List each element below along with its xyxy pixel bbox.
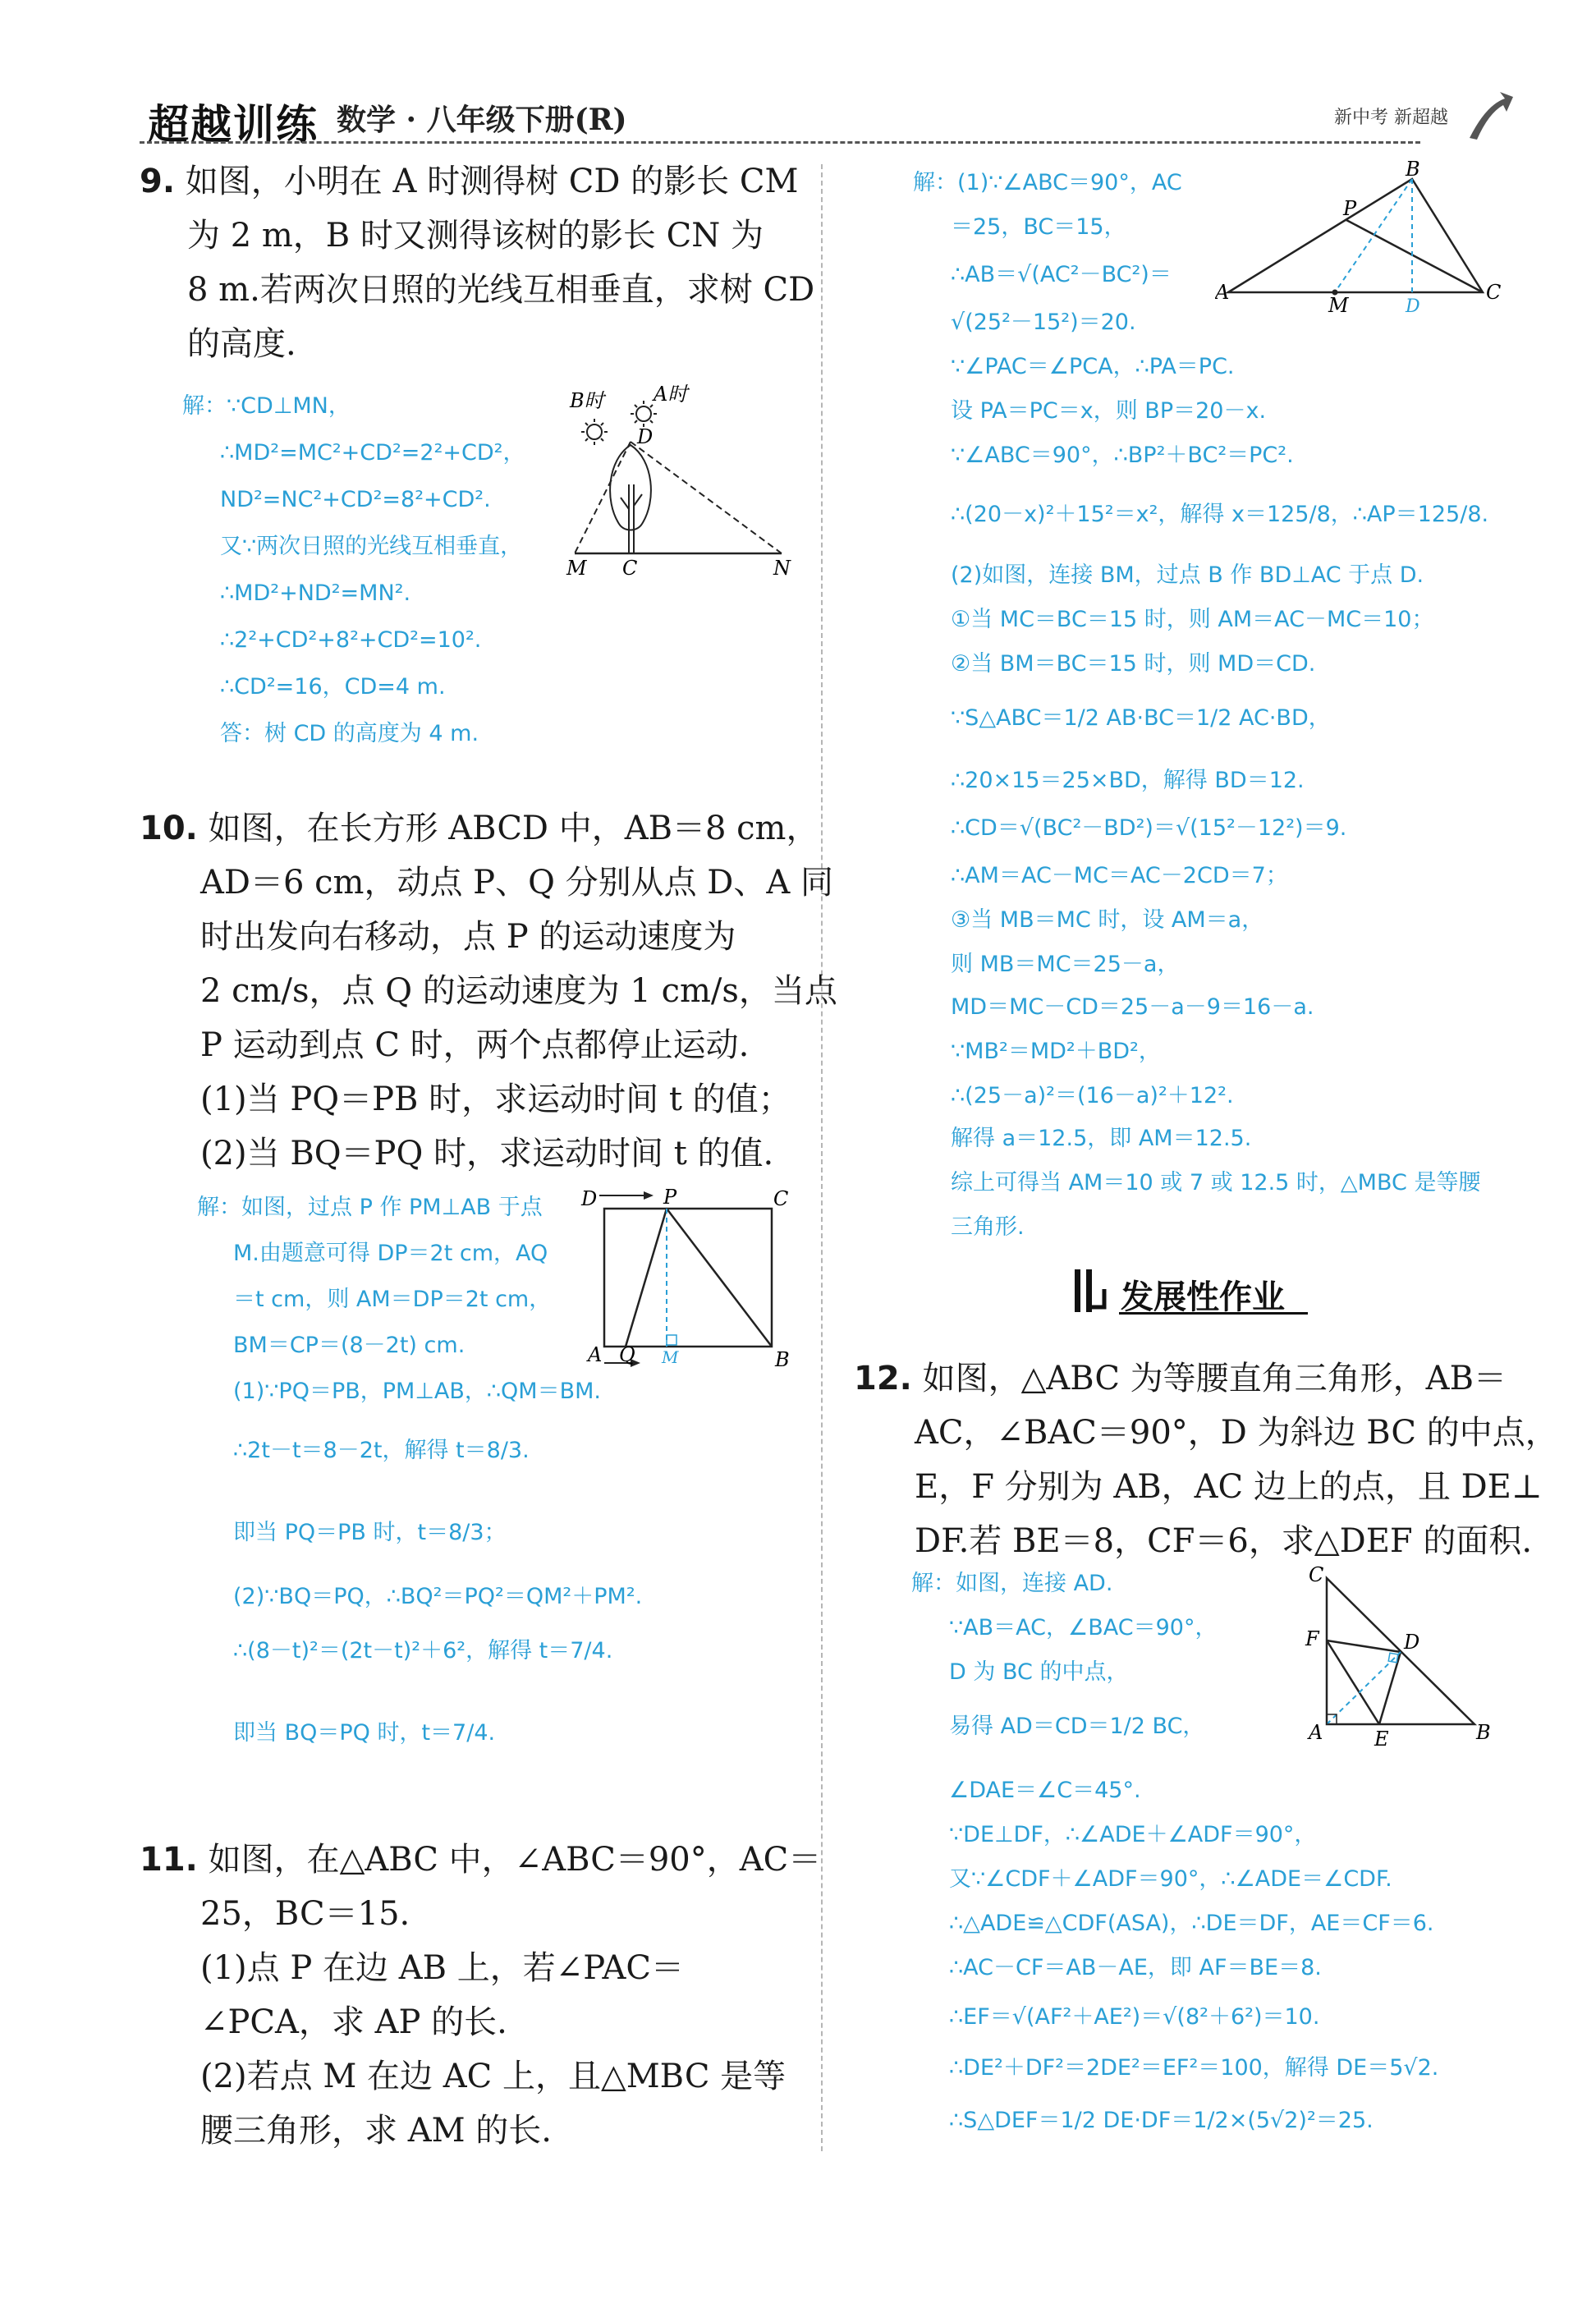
problem-12 <box>854 1351 1576 1568</box>
solution-line: ∴AM＝AC－MC＝AC－2CD＝7； <box>951 863 1288 888</box>
solution-line: ∵DE⊥DF，∴∠ADE＋∠ADF＝90°， <box>949 1822 1317 1847</box>
solution-line: ∴(8－t)²＝(2t－t)²＋6²，解得 t＝7/4. <box>233 1638 613 1663</box>
problem-line: (2)若点 M 在边 AC 上，且△MBC 是等 <box>200 2058 787 2095</box>
label-d: D <box>637 425 654 448</box>
problem-line: 8 m.若两次日照的光线互相垂直，求树 CD <box>187 271 815 309</box>
solution-line: MD＝MC－CD＝25－a－9＝16－a. <box>951 994 1314 1020</box>
label-c: C <box>1309 1563 1324 1586</box>
label-m: M <box>662 1347 679 1367</box>
problem-line: (1)当 PQ＝PB 时，求运动时间 t 的值； <box>200 1081 791 1118</box>
solution-line: ③当 MB＝MC 时，设 AM＝a， <box>951 907 1264 933</box>
solution-line: ∠DAE＝∠C＝45°. <box>949 1778 1141 1803</box>
light-ray-dm <box>575 442 631 553</box>
solution-line: ∵∠ABC＝90°，∴BP²＋BC²＝PC². <box>951 443 1294 468</box>
arrow-head-icon <box>644 1191 654 1200</box>
solution-line: ∴AB＝√(AC²－BC²)＝ <box>951 262 1172 287</box>
label-c: C <box>622 557 638 580</box>
series-label: 新中考 新超越 <box>1334 108 1448 128</box>
solution-line: ②当 BM＝BC＝15 时，则 MD＝CD. <box>951 651 1316 677</box>
problem-line: 时出发向右移动，点 P 的运动速度为 <box>200 918 736 956</box>
problem-line: (1)点 P 在边 AB 上，若∠PAC＝ <box>200 1949 684 1987</box>
label-c: C <box>1486 281 1502 304</box>
solution-line: ∴DE²＋DF²＝2DE²＝EF²＝100，解得 DE＝5√2. <box>949 2055 1439 2081</box>
problem-number: 10. <box>140 810 198 847</box>
problem-line: P 运动到点 C 时，两个点都停止运动. <box>200 1026 750 1064</box>
label-m: M <box>1328 294 1349 317</box>
solution-line: (2)∵BQ＝PQ，∴BQ²＝PQ²＝QM²＋PM². <box>233 1584 643 1609</box>
solution-line: ∴CD²=16，CD=4 m. <box>220 674 446 700</box>
solution-line: 解：如图，过点 P 作 PM⊥AB 于点 <box>197 1195 543 1220</box>
problem-line: AC，∠BAC＝90°，D 为斜边 BC 的中点， <box>915 1414 1558 1452</box>
solution-line: ∴S△DEF＝1/2 DE·DF＝1/2×(5√2)²＝25. <box>949 2108 1374 2133</box>
label-p: P <box>663 1187 677 1209</box>
solution-line: BM＝CP＝(8－2t) cm. <box>233 1333 466 1358</box>
solution-line: 又∵两次日照的光线互相垂直， <box>220 534 523 559</box>
problem-line: 为 2 m，B 时又测得该树的影长 CN 为 <box>187 217 764 255</box>
solution-line: ∴△ADE≌△CDF(ASA)，∴DE＝DF，AE＝CF＝6. <box>949 1911 1434 1936</box>
solution-line: 设 PA＝PC＝x，则 BP＝20－x. <box>951 398 1267 424</box>
solution-line: 即当 PQ＝PB 时，t＝8/3； <box>233 1520 507 1545</box>
solution-line: ＝25，BC＝15， <box>951 214 1126 240</box>
problem-line: 如图，△ABC 为等腰直角三角形，AB＝ <box>922 1360 1507 1397</box>
solution-line: ∵MB²＝MD²＋BD²， <box>951 1039 1161 1064</box>
label-d: D <box>1406 296 1420 317</box>
solution-line: 三角形. <box>951 1214 1025 1240</box>
sun-icon <box>581 419 608 445</box>
solution-line: (1)∵PQ＝PB，PM⊥AB，∴QM＝BM. <box>233 1379 601 1404</box>
label-b: B <box>775 1348 790 1371</box>
header-divider <box>140 141 1420 144</box>
label-q: Q <box>619 1343 635 1366</box>
solution-line: ∵S△ABC＝1/2 AB·BC＝1/2 AC·BD， <box>951 705 1331 731</box>
problem-9 <box>140 154 815 371</box>
solution-line: 解：(1)∵∠ABC＝90°，AC <box>913 170 1182 195</box>
section-bracket-icon <box>1071 1266 1119 1315</box>
solution-line: √(25²－15²)＝20. <box>951 310 1136 335</box>
problem-number: 9. <box>140 163 176 200</box>
problem-10 <box>140 801 837 1181</box>
rectangle-abcd <box>604 1209 772 1347</box>
label-n: N <box>773 557 791 580</box>
segment-de <box>1379 1652 1401 1724</box>
solution-line: 则 MB＝MC＝25－a， <box>951 952 1180 977</box>
label-b: B <box>1476 1721 1491 1744</box>
solution-line: ND²=NC²+CD²=8²+CD². <box>220 487 491 512</box>
solution-9 <box>182 383 525 757</box>
label-b: B <box>1406 161 1420 181</box>
right-angle-mark <box>667 1335 676 1345</box>
solution-line: 易得 AD＝CD＝1/2 BC， <box>949 1714 1205 1739</box>
label-b-time: B时 <box>570 389 604 412</box>
solution-line: ∴MD²+ND²=MN². <box>220 580 411 606</box>
section-underline <box>1119 1312 1308 1315</box>
triangle-abc <box>1228 179 1483 292</box>
section-title: 发展性作业 <box>1121 1278 1285 1316</box>
figure-12-triangle <box>1297 1563 1502 1752</box>
right-angle-mark <box>1388 1653 1398 1663</box>
solution-line: 又∵∠CDF＋∠ADF＝90°，∴∠ADE＝∠CDF. <box>949 1866 1392 1892</box>
problem-line: AD＝6 cm，动点 P、Q 分别从点 D、A 同 <box>200 864 833 902</box>
label-a: A <box>588 1343 603 1366</box>
solution-line: ∴2t－t＝8－2t，解得 t＝8/3. <box>233 1438 530 1463</box>
solution-line: ∴CD＝√(BC²－BD²)＝√(15²－12²)＝9. <box>951 815 1347 841</box>
solution-line: ∴AC－CF＝AB－AE，即 AF＝BE＝8. <box>949 1955 1322 1980</box>
problem-line: ∠PCA，求 AP 的长. <box>200 2003 507 2041</box>
solution-line: ∴(25－a)²＝(16－a)²＋12². <box>951 1083 1234 1108</box>
problem-11 <box>140 1833 822 2158</box>
label-d: D <box>1404 1631 1420 1654</box>
problem-line: 如图，小明在 A 时测得树 CD 的影长 CM <box>185 163 799 200</box>
arrow-logo-icon <box>1465 89 1515 146</box>
label-c: C <box>773 1187 789 1210</box>
problem-line: 25，BC＝15. <box>200 1895 410 1933</box>
problem-line: 的高度. <box>187 325 296 363</box>
solution-line: ∵∠PAC＝∠PCA，∴PA＝PC. <box>951 354 1235 379</box>
problem-line: DF.若 BE＝8，CF＝6，求△DEF 的面积. <box>915 1522 1533 1560</box>
solution-line: 解：∵CD⊥MN， <box>182 393 351 419</box>
solution-line: 即当 BQ＝PQ 时，t＝7/4. <box>233 1720 496 1746</box>
segment-pc <box>1346 220 1483 292</box>
label-m: M <box>566 557 587 580</box>
problem-line: E，F 分别为 AB，AC 边上的点，且 DE⊥ <box>915 1468 1543 1506</box>
segment-fe <box>1327 1641 1379 1724</box>
problem-number: 11. <box>140 1841 198 1879</box>
solution-line: M.由题意可得 DP＝2t cm，AQ <box>233 1241 548 1266</box>
book-brand-title: 超越训练 <box>148 101 319 149</box>
solution-line: (2)如图，连接 BM，过点 B 作 BD⊥AC 于点 D. <box>951 562 1424 588</box>
label-d: D <box>581 1187 598 1210</box>
segment-pb <box>667 1209 772 1347</box>
problem-line: 腰三角形，求 AM 的长. <box>200 2112 552 2150</box>
solution-line: 答：树 CD 的高度为 4 m. <box>220 721 479 746</box>
solution-line: ＝t cm，则 AM＝DP＝2t cm， <box>233 1287 552 1312</box>
segment-pq <box>626 1209 667 1347</box>
label-a: A <box>1309 1721 1323 1744</box>
segment-fd <box>1327 1641 1401 1652</box>
label-a-time: A时 <box>654 383 688 406</box>
solution-line: ∴MD²=MC²+CD²=2²+CD²， <box>220 440 525 466</box>
figure-10-rectangle <box>575 1187 805 1384</box>
solution-line: ∴20×15＝25×BD，解得 BD＝12. <box>951 768 1305 793</box>
problem-line: 如图，在长方形 ABCD 中，AB＝8 cm， <box>208 810 819 847</box>
label-e: E <box>1374 1728 1389 1751</box>
light-ray-dn <box>631 442 782 553</box>
problem-line: 如图，在△ABC 中，∠ABC＝90°，AC＝ <box>208 1841 822 1879</box>
solution-line: ∵AB＝AC，∠BAC＝90°， <box>949 1615 1218 1641</box>
segment-bm <box>1335 179 1412 292</box>
solution-line: ①当 MC＝BC＝15 时，则 AM＝AC－MC＝10； <box>951 607 1434 632</box>
problem-line: (2)当 BQ＝PQ 时，求运动时间 t 的值. <box>200 1135 774 1172</box>
problem-number: 12. <box>854 1360 912 1397</box>
label-p: P <box>1343 197 1357 220</box>
solution-line: ∴EF＝√(AF²＋AE²)＝√(8²＋6²)＝10. <box>949 2004 1320 2030</box>
solution-line: 综上可得当 AM＝10 或 7 或 12.5 时，△MBC 是等腰 <box>951 1170 1481 1195</box>
solution-line: D 为 BC 的中点， <box>949 1659 1129 1685</box>
solution-line: 解：如图，连接 AD. <box>911 1571 1113 1596</box>
label-f: F <box>1305 1627 1319 1650</box>
solution-line: ∴(20－x)²＋15²＝x²，解得 x＝125/8，∴AP＝125/8. <box>951 502 1489 527</box>
solution-line: ∴2²+CD²+8²+CD²=10². <box>220 627 482 653</box>
problem-line: 2 cm/s，点 Q 的运动速度为 1 cm/s，当点 <box>200 972 837 1010</box>
solution-line: 解得 a＝12.5，即 AM＝12.5. <box>951 1126 1252 1151</box>
tree-icon <box>610 445 651 553</box>
book-subtitle: 数学 · 八年级下册(R) <box>337 103 627 137</box>
figure-9-tree-shadow <box>558 378 805 583</box>
label-a: A <box>1215 281 1230 304</box>
figure-11-triangle <box>1215 161 1511 325</box>
column-divider <box>821 164 823 2151</box>
